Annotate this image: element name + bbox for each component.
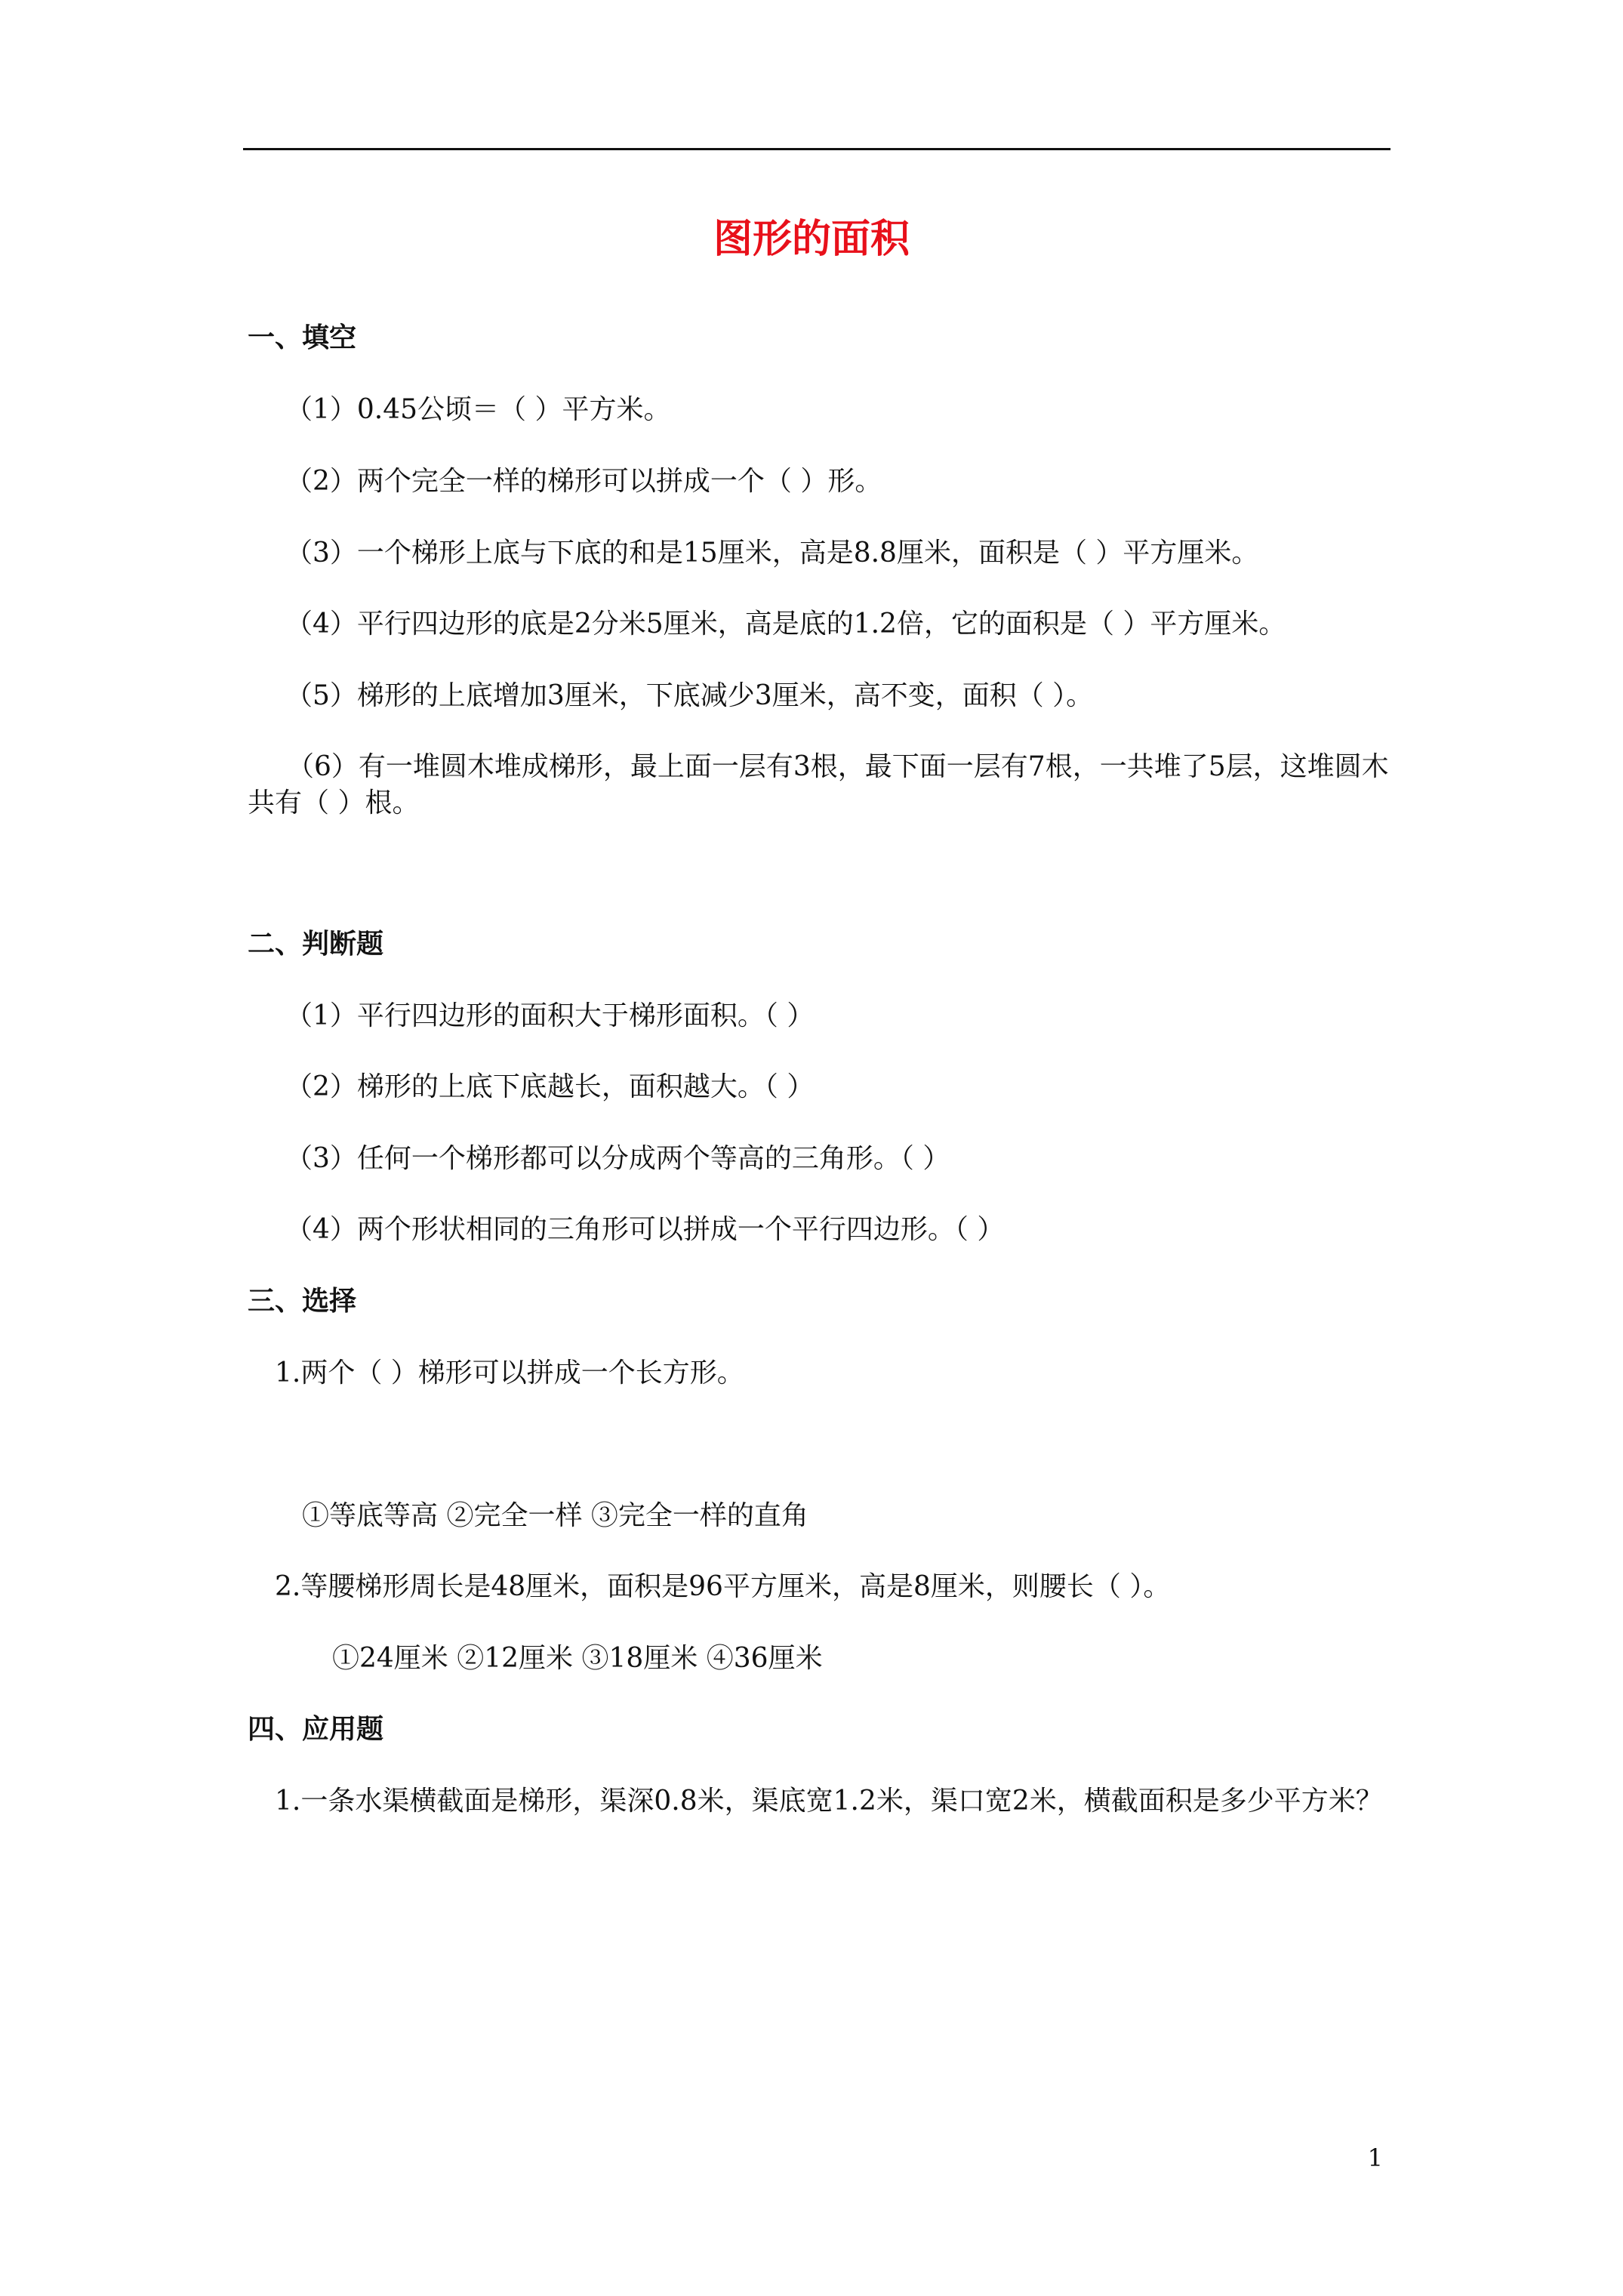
section-heading-fill-in: 一、填空 — [248, 322, 357, 353]
section-heading-choice: 三、选择 — [248, 1286, 357, 1317]
choice-question-2: 2.等腰梯形周长是48厘米，面积是96平方厘米，高是8厘米，则腰长（ ）。 — [275, 1571, 1171, 1602]
choice-question-1: 1.两个（ ）梯形可以拼成一个长方形。 — [275, 1358, 744, 1388]
application-question-1: 1.一条水渠横截面是梯形，渠深0.8米，渠底宽1.2米，渠口宽2米，横截面积是多少平方米？ — [275, 1786, 1383, 1817]
true-false-item-2: （2）梯形的上底下底越长，面积越大。（ ） — [285, 1071, 815, 1102]
fill-in-item-1: （1）0.45公顷＝（ ）平方米。 — [285, 394, 671, 425]
section-heading-true-false: 二、判断题 — [248, 929, 384, 960]
header-rule — [243, 148, 1390, 150]
choice-question-2-options: ①24厘米 ②12厘米 ③18厘米 ④36厘米 — [332, 1643, 823, 1674]
fill-in-item-3: （3）一个梯形上底与下底的和是15厘米，高是8.8厘米，面积是（ ）平方厘米。 — [285, 538, 1259, 569]
fill-in-item-5: （5）梯形的上底增加3厘米，下底减少3厘米，高不变，面积（ ）。 — [285, 680, 1094, 711]
true-false-item-1: （1）平行四边形的面积大于梯形面积。（ ） — [285, 1000, 815, 1031]
page-title: 图形的面积 — [713, 217, 910, 262]
fill-in-item-4: （4）平行四边形的底是2分米5厘米，高是底的1.2倍，它的面积是（ ）平方厘米。 — [285, 609, 1286, 639]
section-heading-application: 四、应用题 — [248, 1714, 384, 1745]
true-false-item-3: （3）任何一个梯形都可以分成两个等高的三角形。（ ） — [285, 1143, 950, 1174]
fill-in-item-2: （2）两个完全一样的梯形可以拼成一个（ ）形。 — [285, 466, 882, 497]
page-number: 1 — [1367, 2143, 1383, 2172]
choice-question-1-options: ①等底等高 ②完全一样 ③完全一样的直角 — [302, 1500, 808, 1531]
fill-in-item-6: （6）有一堆圆木堆成梯形，最上面一层有3根，最下面一层有7根，一共堆了5层，这堆圆木共有（ ）根。 — [248, 751, 1389, 818]
true-false-item-4: （4）两个形状相同的三角形可以拼成一个平行四边形。（ ） — [285, 1214, 1005, 1245]
